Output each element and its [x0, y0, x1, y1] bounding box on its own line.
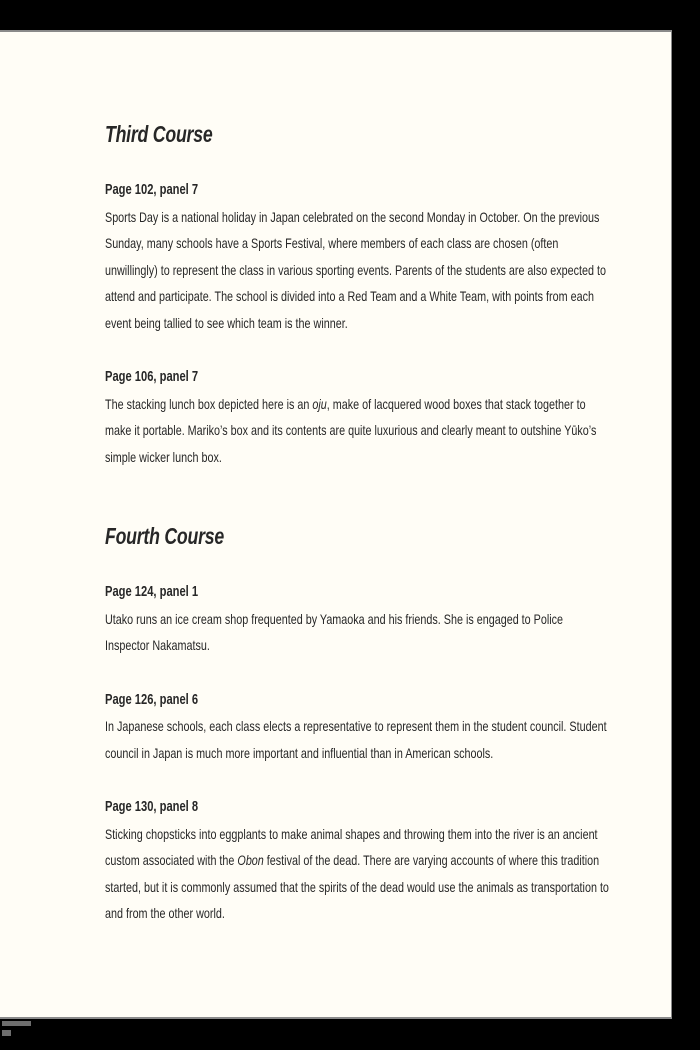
entry: [105, 794, 609, 927]
text-run: Sports Day is a national holiday in Japan celebrated on the second Monday in October. On the previous Sunday, many schools have a Sports Festival, where members of each class are chosen (often unwillingly) to represent the class in various sporting events. Parents of the students are also expected to attend and participate. The school is divided into a Red Team and a White Team, with points from each event being tallied to see which team is the winner.: [105, 208, 606, 331]
entry-title: Page 130, panel 8: [105, 799, 199, 815]
text-run: festival of the dead. There are varying accounts of where this tradition started, but it is commonly assumed that the spirits of the dead would use the animals as transportation to and from the other world.: [105, 852, 609, 921]
text-run: In Japanese schools, each class elects a representative to represent them in the student council. Student council in Japan is much more important and influential than in American schools.: [105, 718, 607, 761]
entry: [105, 364, 609, 470]
entry: [105, 177, 609, 336]
entry-text: [105, 606, 609, 659]
text-run: Utako runs an ice cream shop frequented by Yamaoka and his friends. She is engaged to Police Inspector Nakamatsu.: [105, 610, 564, 653]
entry-text: [105, 204, 609, 337]
text-run: The stacking lunch box depicted here is an: [105, 395, 313, 412]
scan-artifact-mark: [2, 1021, 31, 1026]
page-content: [105, 120, 609, 927]
section-third-course: [105, 120, 609, 470]
text-run-italic: oju: [312, 395, 327, 412]
book-page: [0, 30, 672, 1019]
entry: [105, 687, 609, 767]
entry-text: [105, 821, 609, 927]
text-run-italic: Obon: [237, 852, 264, 868]
section-heading: Third Course: [105, 121, 213, 147]
text-run: , make of lacquered wood boxes that stack together to make it portable. Mariko’s box and its contents are quite luxurious and clearly meant to outshine Yūko’s simple wicker lunch box.: [105, 395, 597, 465]
scan-artifact-mark: [2, 1030, 11, 1036]
section-fourth-course: [105, 522, 609, 927]
entry-title: Page 102, panel 7: [105, 182, 199, 198]
entry-title: Page 124, panel 1: [105, 584, 199, 600]
entry: [105, 579, 609, 659]
text-run: Sticking chopsticks into eggplants to make animal shapes and throwing them into the river is an ancient custom associated with the: [105, 825, 598, 868]
entry-text: [105, 713, 609, 766]
entry-text: [105, 391, 609, 471]
section-heading: Fourth Course: [105, 523, 225, 549]
entry-title: Page 126, panel 6: [105, 691, 199, 708]
entry-title: Page 106, panel 7: [105, 369, 199, 385]
